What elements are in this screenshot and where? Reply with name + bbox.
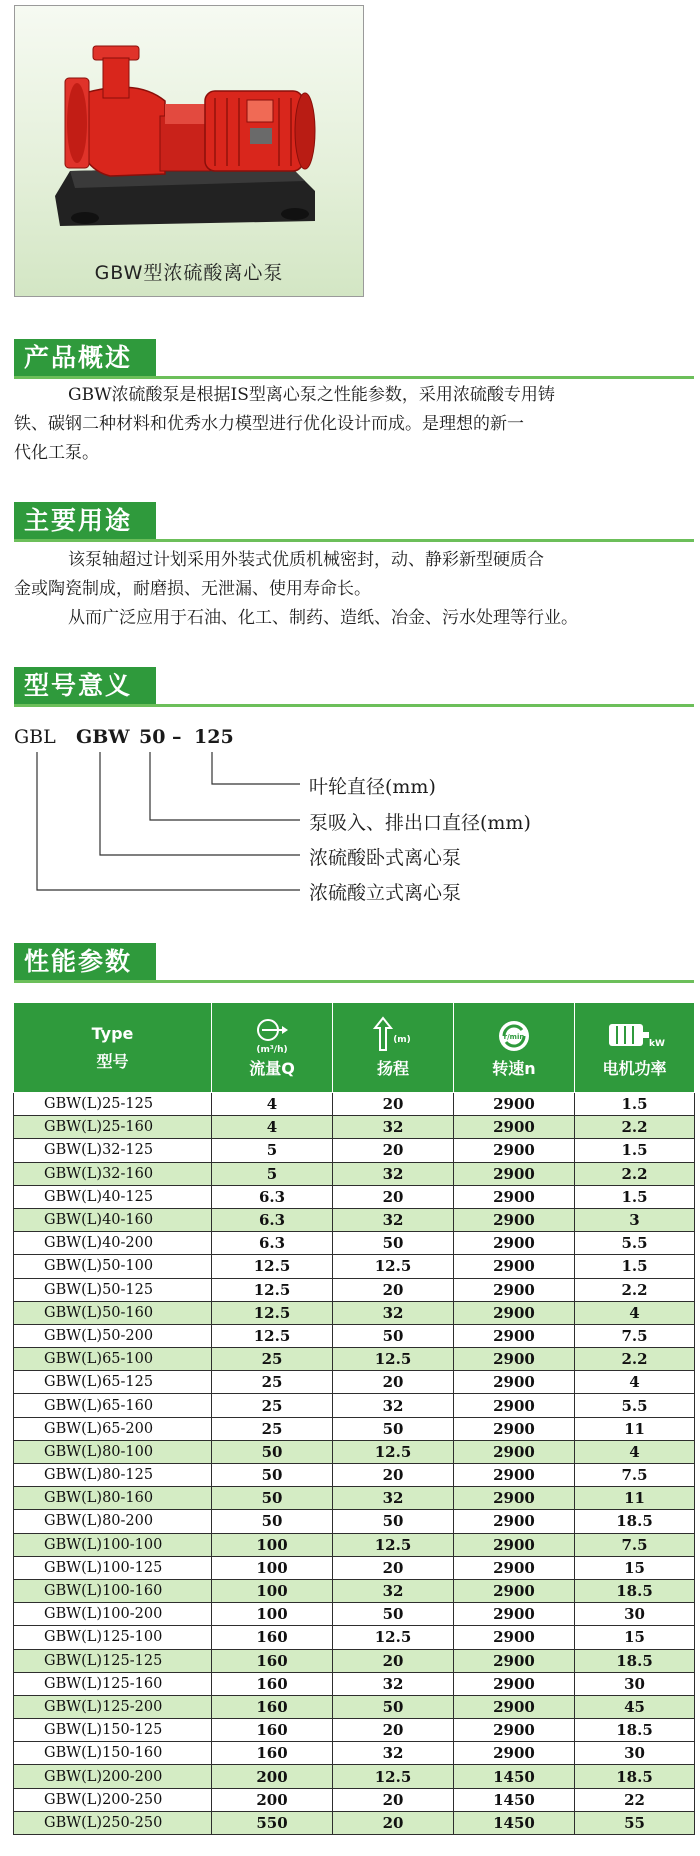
cell-speed: 2900 xyxy=(454,1324,575,1347)
cell-power: 4 xyxy=(575,1371,695,1394)
speed-icon xyxy=(454,1016,574,1056)
cell-power: 15 xyxy=(575,1626,695,1649)
speed-unit: r/min xyxy=(503,1033,525,1041)
header-flow xyxy=(212,1003,333,1093)
cell-model: GBW(L)125-100 xyxy=(14,1626,212,1649)
cell-speed: 2900 xyxy=(454,1232,575,1255)
flow-icon xyxy=(212,1016,332,1056)
cell-head: 12.5 xyxy=(333,1255,454,1278)
cell-power: 55 xyxy=(575,1811,695,1834)
cell-speed: 2900 xyxy=(454,1371,575,1394)
cell-speed: 2900 xyxy=(454,1348,575,1371)
cell-model: GBW(L)50-160 xyxy=(14,1301,212,1324)
cell-power: 7.5 xyxy=(575,1324,695,1347)
cell-speed: 2900 xyxy=(454,1649,575,1672)
cell-flow: 25 xyxy=(212,1371,333,1394)
cell-head: 32 xyxy=(333,1487,454,1510)
table-row xyxy=(14,1626,695,1649)
cell-head: 12.5 xyxy=(333,1626,454,1649)
table-row xyxy=(14,1695,695,1718)
table-row xyxy=(14,1371,695,1394)
cell-speed: 2900 xyxy=(454,1394,575,1417)
cell-head: 20 xyxy=(333,1093,454,1116)
cell-flow: 100 xyxy=(212,1603,333,1626)
table-row xyxy=(14,1487,695,1510)
cell-power: 30 xyxy=(575,1603,695,1626)
model-code-dash: – xyxy=(172,726,182,748)
section-divider xyxy=(14,980,694,983)
motor-icon xyxy=(575,1016,694,1056)
cell-flow: 12.5 xyxy=(212,1301,333,1324)
cell-flow: 160 xyxy=(212,1649,333,1672)
performance-table xyxy=(13,1002,695,1835)
overview-line: GBW浓硫酸泵是根据IS型离心泵之性能参数，采用浓硫酸专用铸 xyxy=(68,385,555,405)
cell-speed: 2900 xyxy=(454,1719,575,1742)
cell-model: GBW(L)80-200 xyxy=(14,1510,212,1533)
cell-power: 30 xyxy=(575,1742,695,1765)
model-code-gbw: GBW xyxy=(76,726,130,748)
cell-flow: 6.3 xyxy=(212,1185,333,1208)
table-row xyxy=(14,1116,695,1139)
table-row xyxy=(14,1603,695,1626)
cell-model: GBW(L)125-200 xyxy=(14,1695,212,1718)
header-type-cn: 型号 xyxy=(96,1051,129,1071)
cell-flow: 6.3 xyxy=(212,1208,333,1231)
cell-power: 1.5 xyxy=(575,1139,695,1162)
cell-model: GBW(L)65-160 xyxy=(14,1394,212,1417)
meaning-impeller-diameter: 叶轮直径(mm) xyxy=(309,776,436,798)
cell-flow: 25 xyxy=(212,1417,333,1440)
cell-flow: 5 xyxy=(212,1139,333,1162)
cell-speed: 2900 xyxy=(454,1626,575,1649)
cell-speed: 2900 xyxy=(454,1139,575,1162)
cell-speed: 2900 xyxy=(454,1255,575,1278)
table-row xyxy=(14,1324,695,1347)
meaning-vertical-pump: 浓硫酸立式离心泵 xyxy=(309,882,462,904)
model-code-impeller: 125 xyxy=(194,726,234,748)
table-row xyxy=(14,1765,695,1788)
cell-speed: 1450 xyxy=(454,1765,575,1788)
performance-table-body xyxy=(14,1093,695,1835)
cell-flow: 160 xyxy=(212,1742,333,1765)
cell-flow: 25 xyxy=(212,1348,333,1371)
cell-speed: 2900 xyxy=(454,1695,575,1718)
head-unit: (m) xyxy=(393,1035,411,1045)
usage-line: 该泵轴超过计划采用外装式优质机械密封，动、静彩新型硬质合 xyxy=(68,550,544,570)
cell-head: 20 xyxy=(333,1185,454,1208)
table-row xyxy=(14,1510,695,1533)
cell-power: 15 xyxy=(575,1556,695,1579)
cell-head: 12.5 xyxy=(333,1440,454,1463)
header-power-label: 电机功率 xyxy=(602,1059,667,1078)
overview-line: 铁、碳钢二种材料和优秀水力模型进行优化设计而成。是理想的新一 xyxy=(14,414,524,434)
cell-model: GBW(L)100-200 xyxy=(14,1603,212,1626)
cell-power: 5.5 xyxy=(575,1232,695,1255)
cell-speed: 2900 xyxy=(454,1116,575,1139)
cell-head: 20 xyxy=(333,1719,454,1742)
cell-flow: 6.3 xyxy=(212,1232,333,1255)
section-title-overview: 产品概述 xyxy=(14,339,156,377)
cell-model: GBW(L)100-125 xyxy=(14,1556,212,1579)
cell-head: 20 xyxy=(333,1556,454,1579)
cell-power: 4 xyxy=(575,1440,695,1463)
table-row xyxy=(14,1579,695,1602)
header-speed-label: 转速n xyxy=(492,1059,536,1078)
cell-model: GBW(L)250-250 xyxy=(14,1811,212,1834)
meaning-horizontal-pump: 浓硫酸卧式离心泵 xyxy=(309,847,462,869)
table-row xyxy=(14,1556,695,1579)
table-row xyxy=(14,1672,695,1695)
cell-head: 12.5 xyxy=(333,1533,454,1556)
cell-model: GBW(L)32-160 xyxy=(14,1162,212,1185)
table-row xyxy=(14,1811,695,1834)
cell-head: 50 xyxy=(333,1510,454,1533)
header-head-label: 扬程 xyxy=(376,1059,409,1078)
cell-model: GBW(L)125-125 xyxy=(14,1649,212,1672)
cell-power: 11 xyxy=(575,1487,695,1510)
head-icon xyxy=(333,1016,453,1056)
cell-power: 2.2 xyxy=(575,1162,695,1185)
cell-model: GBW(L)65-125 xyxy=(14,1371,212,1394)
cell-head: 20 xyxy=(333,1371,454,1394)
table-row xyxy=(14,1649,695,1672)
cell-head: 20 xyxy=(333,1278,454,1301)
cell-power: 3 xyxy=(575,1208,695,1231)
cell-speed: 1450 xyxy=(454,1811,575,1834)
cell-power: 30 xyxy=(575,1672,695,1695)
cell-speed: 2900 xyxy=(454,1603,575,1626)
cell-model: GBW(L)65-100 xyxy=(14,1348,212,1371)
cell-model: GBW(L)40-200 xyxy=(14,1232,212,1255)
cell-speed: 2900 xyxy=(454,1556,575,1579)
header-head xyxy=(333,1003,454,1093)
cell-head: 12.5 xyxy=(333,1348,454,1371)
header-speed xyxy=(454,1003,575,1093)
cell-head: 32 xyxy=(333,1301,454,1324)
cell-head: 32 xyxy=(333,1116,454,1139)
cell-flow: 100 xyxy=(212,1533,333,1556)
table-row xyxy=(14,1348,695,1371)
cell-flow: 550 xyxy=(212,1811,333,1834)
model-code-gbl: GBL xyxy=(14,726,56,748)
cell-model: GBW(L)25-160 xyxy=(14,1116,212,1139)
cell-model: GBW(L)125-160 xyxy=(14,1672,212,1695)
cell-head: 50 xyxy=(333,1603,454,1626)
overview-line: 代化工泵。 xyxy=(14,443,99,463)
cell-flow: 12.5 xyxy=(212,1278,333,1301)
cell-model: GBW(L)50-125 xyxy=(14,1278,212,1301)
cell-model: GBW(L)40-125 xyxy=(14,1185,212,1208)
model-code-diameter: 50 xyxy=(139,726,166,748)
cell-power: 45 xyxy=(575,1695,695,1718)
cell-power: 5.5 xyxy=(575,1394,695,1417)
cell-flow: 50 xyxy=(212,1464,333,1487)
section-title-usage: 主要用途 xyxy=(14,502,156,540)
cell-flow: 50 xyxy=(212,1487,333,1510)
table-row xyxy=(14,1394,695,1417)
cell-model: GBW(L)80-160 xyxy=(14,1487,212,1510)
cell-head: 50 xyxy=(333,1695,454,1718)
cell-power: 18.5 xyxy=(575,1510,695,1533)
table-row xyxy=(14,1232,695,1255)
cell-model: GBW(L)50-100 xyxy=(14,1255,212,1278)
cell-head: 20 xyxy=(333,1788,454,1811)
cell-flow: 200 xyxy=(212,1788,333,1811)
table-row xyxy=(14,1255,695,1278)
table-row xyxy=(14,1162,695,1185)
cell-speed: 2900 xyxy=(454,1487,575,1510)
cell-model: GBW(L)25-125 xyxy=(14,1093,212,1116)
cell-speed: 2900 xyxy=(454,1742,575,1765)
cell-flow: 100 xyxy=(212,1579,333,1602)
cell-flow: 160 xyxy=(212,1626,333,1649)
cell-power: 4 xyxy=(575,1301,695,1324)
table-row xyxy=(14,1742,695,1765)
table-row xyxy=(14,1185,695,1208)
cell-model: GBW(L)65-200 xyxy=(14,1417,212,1440)
flow-unit: (m³/h) xyxy=(256,1045,288,1055)
cell-model: GBW(L)100-100 xyxy=(14,1533,212,1556)
cell-head: 50 xyxy=(333,1232,454,1255)
cell-model: GBW(L)80-125 xyxy=(14,1464,212,1487)
table-row xyxy=(14,1719,695,1742)
cell-model: GBW(L)200-250 xyxy=(14,1788,212,1811)
table-row xyxy=(14,1208,695,1231)
cell-model: GBW(L)32-125 xyxy=(14,1139,212,1162)
cell-flow: 200 xyxy=(212,1765,333,1788)
table-row xyxy=(14,1301,695,1324)
usage-line: 金或陶瓷制成，耐磨损、无泄漏、使用寿命长。 xyxy=(14,579,371,599)
table-header-row xyxy=(14,1003,695,1093)
cell-speed: 2900 xyxy=(454,1464,575,1487)
cell-head: 32 xyxy=(333,1742,454,1765)
table-row xyxy=(14,1440,695,1463)
cell-model: GBW(L)40-160 xyxy=(14,1208,212,1231)
cell-flow: 12.5 xyxy=(212,1255,333,1278)
cell-speed: 2900 xyxy=(454,1579,575,1602)
cell-speed: 2900 xyxy=(454,1510,575,1533)
cell-head: 50 xyxy=(333,1417,454,1440)
cell-power: 2.2 xyxy=(575,1278,695,1301)
header-flow-label: 流量Q xyxy=(249,1059,295,1078)
cell-flow: 100 xyxy=(212,1556,333,1579)
cell-power: 1.5 xyxy=(575,1093,695,1116)
cell-power: 22 xyxy=(575,1788,695,1811)
cell-flow: 50 xyxy=(212,1510,333,1533)
table-row xyxy=(14,1464,695,1487)
cell-speed: 2900 xyxy=(454,1672,575,1695)
cell-speed: 2900 xyxy=(454,1093,575,1116)
cell-head: 20 xyxy=(333,1649,454,1672)
cell-head: 32 xyxy=(333,1394,454,1417)
table-row xyxy=(14,1278,695,1301)
cell-head: 32 xyxy=(333,1672,454,1695)
table-row xyxy=(14,1417,695,1440)
cell-model: GBW(L)80-100 xyxy=(14,1440,212,1463)
table-row xyxy=(14,1093,695,1116)
power-unit: kW xyxy=(648,1039,665,1049)
meaning-port-diameter: 泵吸入、排出口直径(mm) xyxy=(309,812,531,834)
cell-power: 18.5 xyxy=(575,1765,695,1788)
cell-power: 11 xyxy=(575,1417,695,1440)
cell-power: 18.5 xyxy=(575,1719,695,1742)
cell-speed: 2900 xyxy=(454,1533,575,1556)
cell-power: 2.2 xyxy=(575,1116,695,1139)
section-title-model-meaning: 型号意义 xyxy=(14,667,156,705)
section-title-performance: 性能参数 xyxy=(14,943,156,981)
cell-power: 18.5 xyxy=(575,1649,695,1672)
cell-power: 18.5 xyxy=(575,1579,695,1602)
cell-model: GBW(L)50-200 xyxy=(14,1324,212,1347)
table-row xyxy=(14,1533,695,1556)
cell-flow: 25 xyxy=(212,1394,333,1417)
cell-flow: 50 xyxy=(212,1440,333,1463)
cell-model: GBW(L)200-200 xyxy=(14,1765,212,1788)
cell-power: 2.2 xyxy=(575,1348,695,1371)
cell-speed: 2900 xyxy=(454,1417,575,1440)
cell-head: 50 xyxy=(333,1324,454,1347)
cell-model: GBW(L)100-160 xyxy=(14,1579,212,1602)
cell-power: 7.5 xyxy=(575,1464,695,1487)
cell-power: 1.5 xyxy=(575,1185,695,1208)
usage-line: 从而广泛应用于石油、化工、制药、造纸、冶金、污水处理等行业。 xyxy=(68,608,578,628)
cell-speed: 2900 xyxy=(454,1278,575,1301)
cell-power: 1.5 xyxy=(575,1255,695,1278)
cell-flow: 5 xyxy=(212,1162,333,1185)
cell-flow: 4 xyxy=(212,1093,333,1116)
cell-power: 7.5 xyxy=(575,1533,695,1556)
header-type xyxy=(14,1003,212,1093)
product-caption: GBW型浓硫酸离心泵 xyxy=(94,262,284,284)
cell-head: 32 xyxy=(333,1208,454,1231)
cell-model: GBW(L)150-160 xyxy=(14,1742,212,1765)
header-type-en: Type xyxy=(91,1023,134,1043)
table-row xyxy=(14,1788,695,1811)
header-power xyxy=(575,1003,695,1093)
cell-flow: 4 xyxy=(212,1116,333,1139)
cell-flow: 160 xyxy=(212,1672,333,1695)
table-row xyxy=(14,1139,695,1162)
cell-head: 32 xyxy=(333,1579,454,1602)
cell-speed: 2900 xyxy=(454,1185,575,1208)
cell-head: 20 xyxy=(333,1811,454,1834)
cell-head: 20 xyxy=(333,1464,454,1487)
cell-head: 32 xyxy=(333,1162,454,1185)
cell-head: 12.5 xyxy=(333,1765,454,1788)
cell-speed: 2900 xyxy=(454,1208,575,1231)
cell-speed: 2900 xyxy=(454,1301,575,1324)
cell-speed: 2900 xyxy=(454,1162,575,1185)
cell-flow: 160 xyxy=(212,1719,333,1742)
cell-flow: 160 xyxy=(212,1695,333,1718)
cell-flow: 12.5 xyxy=(212,1324,333,1347)
cell-model: GBW(L)150-125 xyxy=(14,1719,212,1742)
cell-speed: 1450 xyxy=(454,1788,575,1811)
cell-head: 20 xyxy=(333,1139,454,1162)
cell-speed: 2900 xyxy=(454,1440,575,1463)
